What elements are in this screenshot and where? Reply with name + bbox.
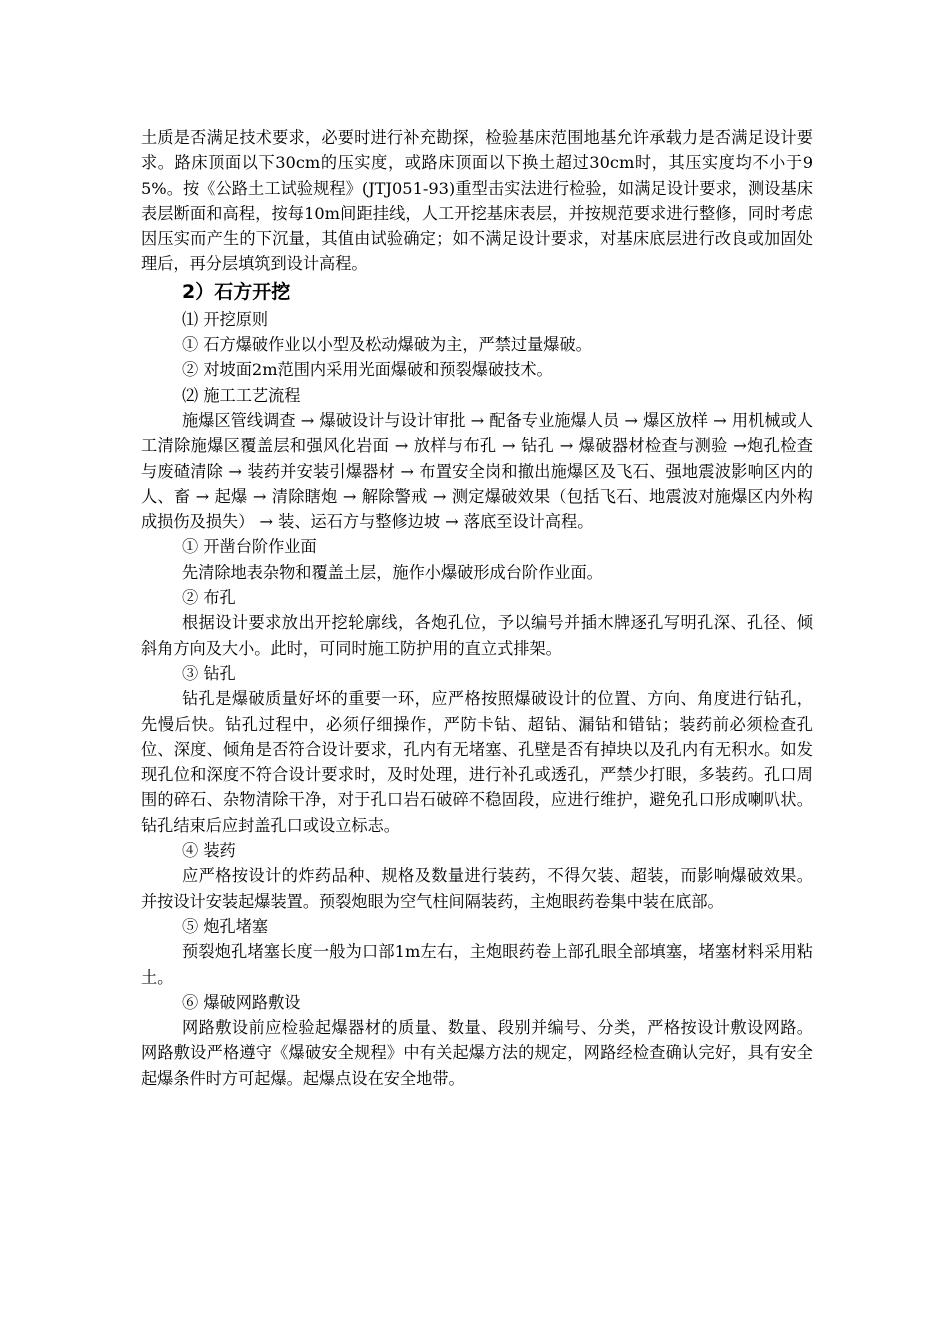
subheading-process-flow: ⑵ 施工工艺流程 bbox=[182, 385, 301, 405]
heading-rock-excavation: 2）石方开挖 bbox=[182, 280, 291, 303]
list-item-principle-2: ② 对坡面2m范围内采用光面爆破和预裂爆破技术。 bbox=[182, 360, 553, 380]
paragraph-charging: 应严格按设计的炸药品种、规格及数量进行装药，不得欠装、超装，而影响爆破效果。并按设计安装起爆装置。预裂炮眼为空气柱间隔装药，主炮眼药卷集中装在底部。 bbox=[141, 866, 813, 911]
paragraph-drilling: 钻孔是爆破质量好坏的重要一环，应严格按照爆破设计的位置、方向、角度进行钻孔，先慢后快。钻孔过程中，必须仔细操作，严防卡钻、超钻、漏钻和错钻；装药前必须检查孔位、深度、倾角是否符合设计要求，孔内有无堵塞、孔壁是否有掉块以及孔内有无积水。如发现孔位和深度不符合设计要求时，及时处理，进行补孔或透孔，严禁少打眼，多装药。孔口周围的碎石、杂物清除干净，对于孔口岩石破碎不稳固段，应进行维护，避免孔口形成喇叭状。钻孔结束后应封盖孔口或设立标志。 bbox=[141, 689, 813, 835]
step-heading-hole-layout: ② 布孔 bbox=[182, 588, 236, 608]
step-heading-drilling: ③ 钻孔 bbox=[182, 663, 236, 683]
step-heading-charging: ④ 装药 bbox=[182, 841, 236, 861]
paragraph-stemming: 预裂炮孔堵塞长度一般为口部1m左右，主炮眼药卷上部孔眼全部填塞，堵塞材料采用粘土。 bbox=[141, 942, 813, 987]
step-heading-bench: ① 开凿台阶作业面 bbox=[182, 537, 317, 557]
list-item-principle-1: ① 石方爆破作业以小型及松动爆破为主，严禁过量爆破。 bbox=[182, 335, 592, 355]
document-page bbox=[141, 125, 813, 1091]
subheading-excavation-principles: ⑴ 开挖原则 bbox=[182, 309, 269, 329]
step-heading-stemming: ⑤ 炮孔堵塞 bbox=[182, 916, 269, 936]
paragraph-subgrade-compaction: 土质是否满足技术要求，必要时进行补充勘探，检验基床范围地基允许承载力是否满足设计要求。路床顶面以下30cm的压实度，或路床顶面以下换土超过30cm时，其压实度均不小于95%。按《公路土工试验规程》(JTJ051-93)重型击实法进行检验，如满足设计要求，测设基床表层断面和高程，按每10m间距挂线，人工开挖基床表层，并按规范要求进行整修，同时考虑因压实而产生的下沉量，其值由试验确定；如不满足设计要求，对基床底层进行改良或加固处理后，再分层填筑到设计高程。 bbox=[141, 128, 813, 274]
paragraph-hole-layout: 根据设计要求放出开挖轮廓线，各炮孔位，予以编号并插木牌逐孔写明孔深、孔径、倾斜角方向及大小。此时，可同时施工防护用的直立式排架。 bbox=[141, 613, 813, 658]
paragraph-process-flow: 施爆区管线调查 → 爆破设计与设计审批 → 配备专业施爆人员 → 爆区放样 → 用机械或人工清除施爆区覆盖层和强风化岩面 → 放样与布孔 → 钻孔 → 爆破器材检查与测验 →炮孔检查与废碴清除 → 装药并安装引爆器材 → 布置安全岗和撤出施爆区及飞石、强地震波影响区内的人、畜 → 起爆 → 清除瞎炮 → 解除警戒 → 测定爆破效果（包括飞石、地震波对施爆区内外构成损伤及损失） → 装、运石方与整修边坡 → 落底至设计高程。 bbox=[141, 410, 813, 532]
paragraph-network: 网路敷设前应检验起爆器材的质量、数量、段别并编号、分类，严格按设计敷设网路。网路敷设严格遵守《爆破安全规程》中有关起爆方法的规定，网路经检查确认完好，具有安全起爆条件时方可起爆。起爆点设在安全地带。 bbox=[141, 1018, 813, 1088]
paragraph-bench: 先清除地表杂物和覆盖土层，施作小爆破形成台阶作业面。 bbox=[182, 562, 603, 582]
step-heading-network: ⑥ 爆破网路敷设 bbox=[182, 992, 301, 1012]
